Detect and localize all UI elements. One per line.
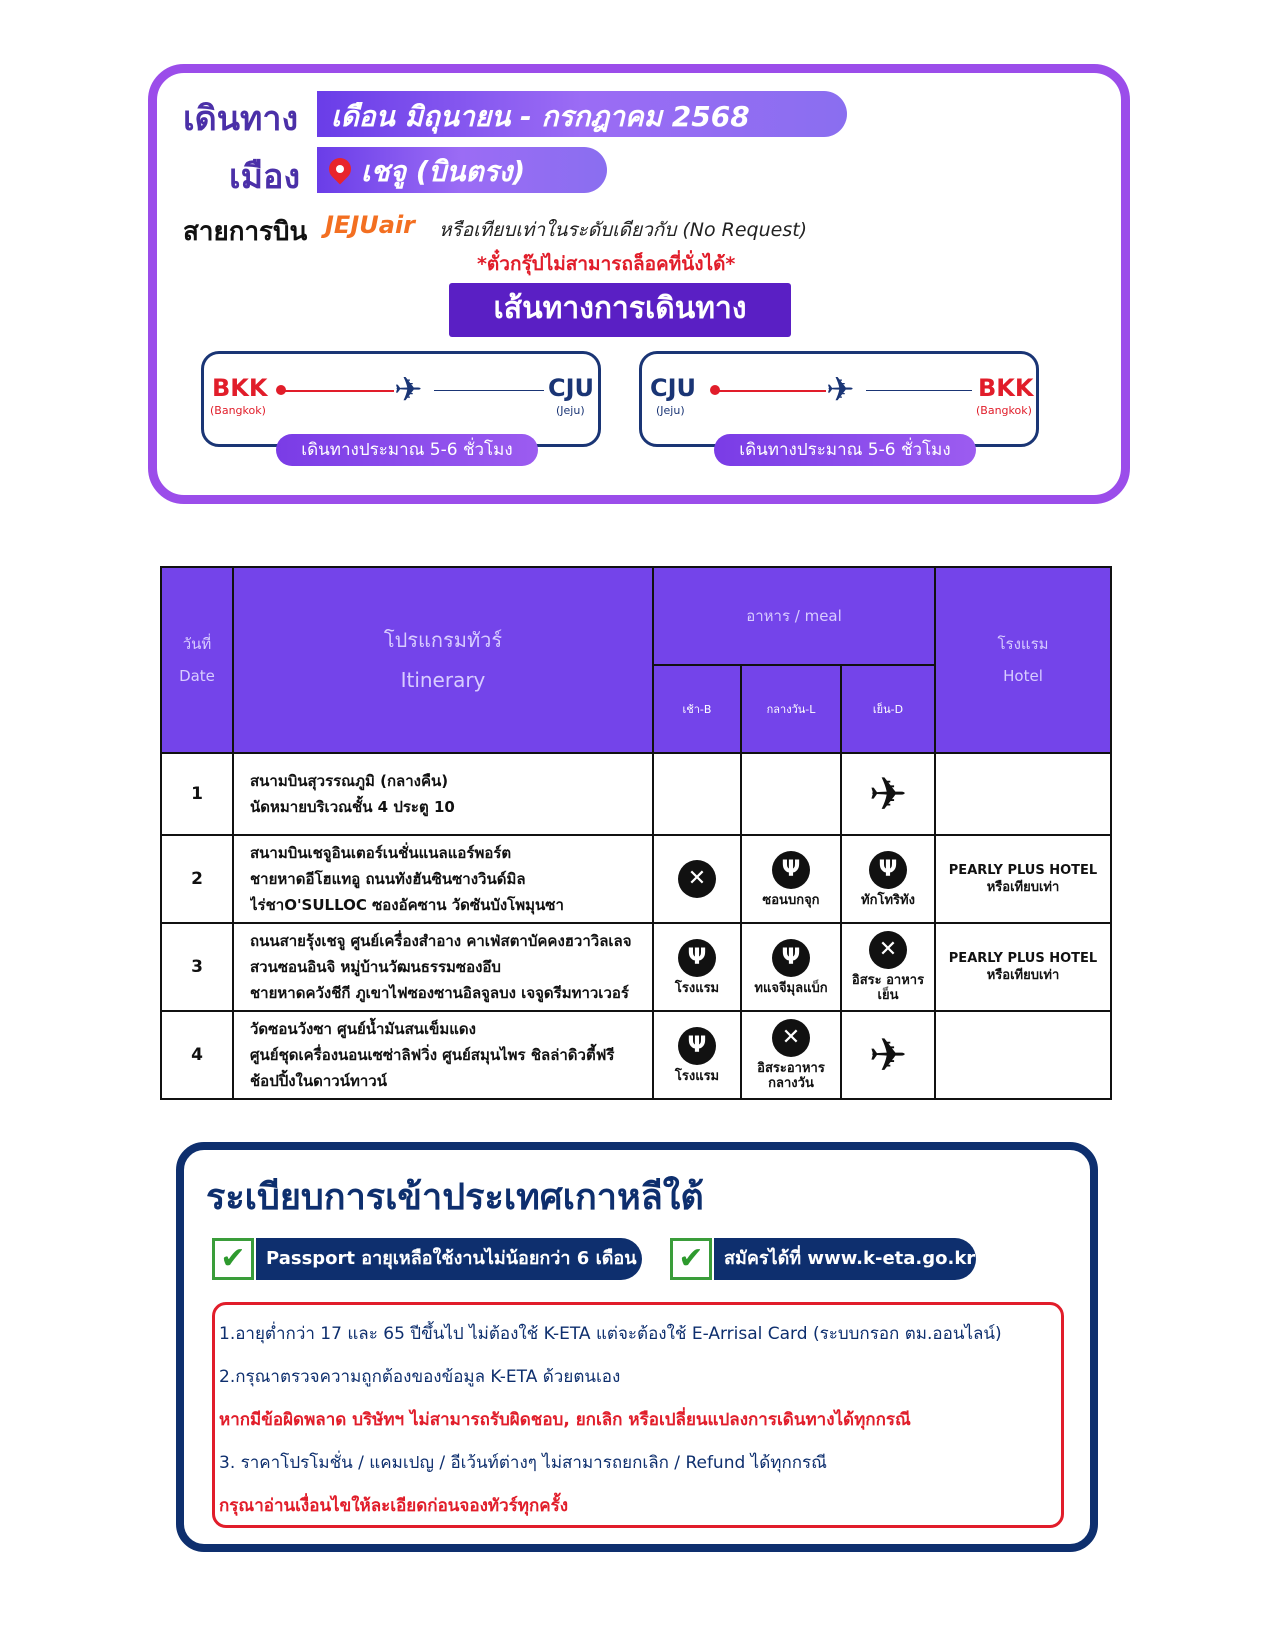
checkmark-icon: ✔ [670, 1238, 712, 1280]
cross-circle-icon: ✕ [772, 1019, 810, 1057]
city-label: เมือง [229, 157, 301, 197]
rules-list [212, 1302, 1064, 1528]
program-line: ถนนสายรุ้งเชจู ศูนย์เครื่องสำอาง คาเฟ่สตาบัคคงฮวาวิลเลจ [250, 932, 632, 950]
program-line: ศูนย์ชุดเครื่องนอนเซซ่าลิฟวิ่ง ศูนย์สมุนไพร ชิลล่าดิวตี้ฟรี [250, 1046, 615, 1064]
day-number: 1 [161, 753, 233, 835]
program-line: นัดหมายบริเวณชั้น 4 ประตู 10 [250, 798, 455, 816]
program-line: วัดซอนวังซา ศูนย์น้ำมันสนเข็มแดง [250, 1020, 476, 1038]
program-line: สนามบินเชจูอินเตอร์เนชั่นแนลแอร์พอร์ต [250, 844, 512, 862]
origin-code: CJU [650, 374, 697, 402]
rule-warning: กรุณาอ่านเงื่อนไขให้ละเอียดก่อนจองทัวร์ทุกครั้ง [219, 1496, 569, 1516]
header-day-th: วันที่ [182, 635, 212, 653]
airline-label: สายการบิน [183, 217, 308, 247]
origin-name: (Jeju) [656, 404, 685, 417]
dinner-cell [841, 835, 935, 923]
airplane-icon: ✈ [394, 370, 423, 410]
dinner-cell [841, 753, 935, 835]
airplane-icon: ✈ [868, 1028, 908, 1082]
header-day [161, 567, 233, 753]
cross-circle-icon: ✕ [678, 860, 716, 898]
meal-text: ทักโทริทัง [861, 892, 915, 908]
city-pill [317, 147, 607, 193]
lunch-cell [741, 753, 841, 835]
origin-code: BKK [212, 374, 268, 402]
day-number: 3 [161, 923, 233, 1011]
city-value: เชจู (บินตรง) [361, 155, 526, 188]
program-cell [233, 923, 653, 1011]
header-meal: อาหาร / meal [653, 567, 935, 665]
meal-text: ซอนบกจุก [762, 892, 820, 908]
header-program-en: Itinerary [400, 668, 486, 692]
table-row [161, 923, 1111, 1011]
dinner-cell [841, 923, 935, 1011]
route-outbound [201, 351, 601, 460]
program-line: ชายหาดควังชีกี ภูเขาไฟซองซานอิลจูลบง เจจูดรีมทาวเวอร์ [250, 984, 629, 1002]
header-lunch: กลางวัน-L [741, 665, 841, 753]
header-program-th: โปรแกรมทัวร์ [383, 628, 503, 652]
travel-label: เดินทาง [183, 99, 299, 139]
destination-code: BKK [978, 374, 1034, 402]
entry-rules-card [176, 1142, 1098, 1552]
hotel-cell [935, 1011, 1111, 1099]
rule-item: 3. ราคาโปรโมชั่น / แคมเปญ / อีเว้นท์ต่างๆ ไม่สามารถยกเลิก / Refund ได้ทุกกรณี [219, 1453, 827, 1473]
route-return [639, 351, 1039, 460]
itinerary-table [160, 566, 1112, 1100]
program-line: สนามบินสุวรรณภูมิ (กลางคืน) [250, 772, 449, 790]
seat-lock-note: *ตั๋วกรุ๊ปไม่สามารถล็อคที่นั่งได้* [477, 253, 736, 275]
trip-info-card [148, 64, 1130, 504]
header-day-en: Date [179, 667, 215, 685]
breakfast-cell [653, 1011, 741, 1099]
header-hotel-en: Hotel [1003, 667, 1043, 685]
program-cell [233, 753, 653, 835]
header-program [233, 567, 653, 753]
hotel-cell [935, 753, 1111, 835]
checkmark-icon: ✔ [212, 1238, 254, 1280]
hotel-cell: PEARLY PLUS HOTEL หรือเทียบเท่า [935, 835, 1111, 923]
route-title-banner: เส้นทางการเดินทาง [449, 283, 791, 337]
fork-knife-icon: Ψ [869, 851, 907, 889]
header-hotel [935, 567, 1111, 753]
lunch-cell [741, 835, 841, 923]
program-cell [233, 1011, 653, 1099]
passport-requirement: Passport อายุเหลือใช้งานไม่น้อยกว่า 6 เดือน [256, 1238, 642, 1280]
airline-note: หรือเทียบเท่าในระดับเดียวกับ (No Request) [439, 219, 808, 241]
keta-link-requirement: สมัครได้ที่ www.k-eta.go.kr [714, 1238, 976, 1280]
program-line: ชายหาดอีโฮแทอู ถนนทังฮันซินซางวินด์มิล [250, 870, 526, 888]
lunch-cell [741, 923, 841, 1011]
table-row [161, 753, 1111, 835]
airplane-icon: ✈ [868, 767, 908, 821]
origin-name: (Bangkok) [210, 404, 266, 417]
header-hotel-th: โรงแรม [997, 635, 1049, 653]
rule-item: 2.กรุณาตรวจความถูกต้องของข้อมูล K-ETA ด้วยตนเอง [219, 1367, 621, 1387]
meal-text: ทแจจีมุลแบ็ก [754, 980, 828, 996]
route-line [718, 390, 826, 392]
header-dinner: เย็น-D [841, 665, 935, 753]
rule-item: 1.อายุต่ำกว่า 17 และ 65 ปีขึ้นไป ไม่ต้องใช้ K-ETA แต่จะต้องใช้ E-Arrisal Card (ระบบกรอก ตม.ออนไลน์) [219, 1324, 1002, 1344]
lunch-cell [741, 1011, 841, 1099]
breakfast-cell [653, 923, 741, 1011]
fork-knife-icon: Ψ [772, 851, 810, 889]
header-breakfast: เช้า-B [653, 665, 741, 753]
cross-circle-icon: ✕ [869, 931, 907, 969]
destination-name: (Jeju) [556, 404, 585, 417]
table-header-row [161, 567, 1111, 665]
destination-name: (Bangkok) [976, 404, 1032, 417]
program-cell [233, 835, 653, 923]
rules-title: ระเบียบการเข้าประเทศเกาหลีใต้ [206, 1177, 704, 1218]
table-row [161, 1011, 1111, 1099]
breakfast-cell [653, 753, 741, 835]
travel-period-pill: เดือน มิถุนายน - กรกฎาคม 2568 [317, 91, 847, 137]
day-number: 4 [161, 1011, 233, 1099]
route-line [284, 390, 394, 392]
route-line [866, 390, 972, 391]
fork-knife-icon: Ψ [772, 939, 810, 977]
meal-text: โรงแรม [674, 1068, 720, 1084]
program-line: ช้อปปิ้งในดาวน์ทาวน์ [250, 1072, 387, 1090]
table-row [161, 835, 1111, 923]
day-number: 2 [161, 835, 233, 923]
fork-knife-icon: Ψ [678, 1027, 716, 1065]
airplane-icon: ✈ [826, 370, 855, 410]
location-pin-icon [329, 158, 351, 186]
airline-logo: JEJUair [325, 211, 415, 239]
dinner-cell [841, 1011, 935, 1099]
program-line: สวนซอนอินจิ หมู่บ้านวัฒนธรรมซองอึบ [250, 958, 501, 976]
duration-pill: เดินทางประมาณ 5-6 ชั่วโมง [714, 434, 976, 466]
rule-warning: หากมีข้อผิดพลาด บริษัทฯ ไม่สามารถรับผิดชอบ, ยกเลิก หรือเปลี่ยนแปลงการเดินทางได้ทุกกรณี [219, 1410, 911, 1430]
meal-text: อิสระ อาหารเย็น [851, 973, 925, 1003]
breakfast-cell [653, 835, 741, 923]
meal-text: อิสระอาหาร กลางวัน [757, 1061, 825, 1091]
program-line: ไร่ชาO'SULLOC ซองอัคซาน วัดซันบังโพมุนซา [250, 896, 564, 914]
duration-pill: เดินทางประมาณ 5-6 ชั่วโมง [276, 434, 538, 466]
route-line [434, 390, 544, 391]
meal-text: โรงแรม [674, 980, 720, 996]
fork-knife-icon: Ψ [678, 939, 716, 977]
hotel-cell: PEARLY PLUS HOTEL หรือเทียบเท่า [935, 923, 1111, 1011]
destination-code: CJU [548, 374, 595, 402]
